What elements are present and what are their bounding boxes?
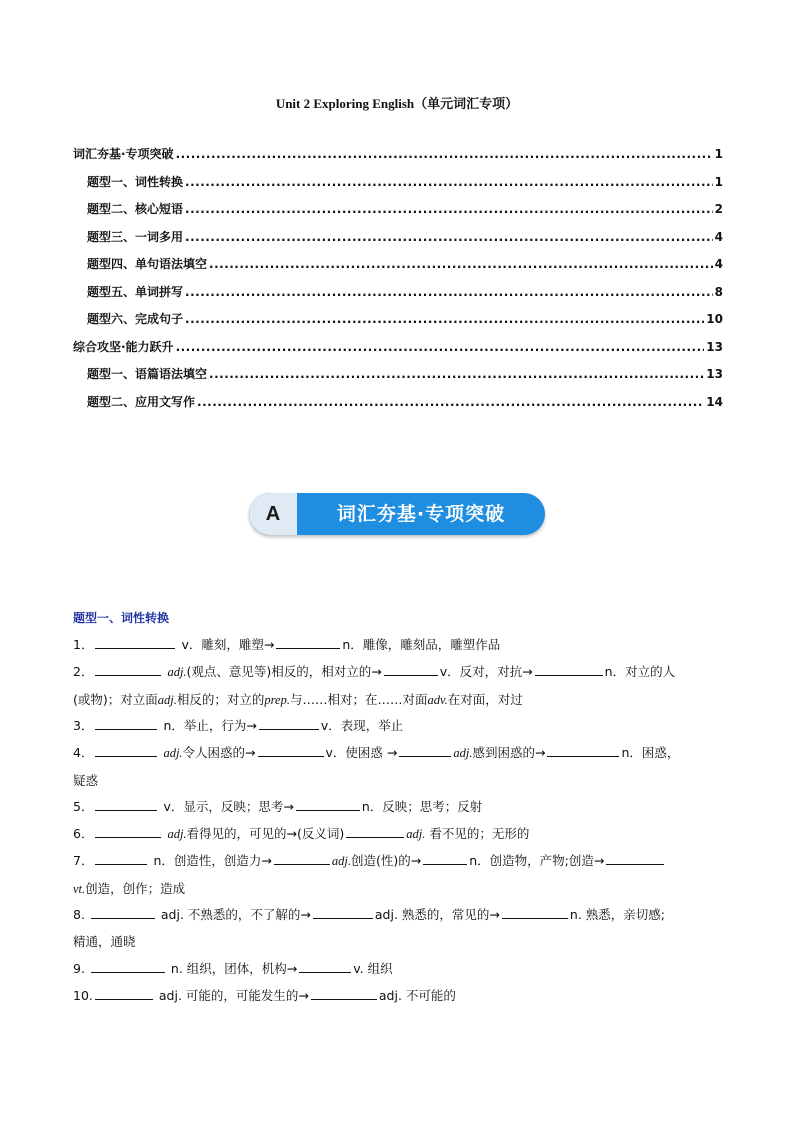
answer-blank[interactable] (259, 717, 319, 730)
exercise-text: 在对面，对过 (447, 692, 523, 707)
toc-entry[interactable] (73, 255, 723, 283)
answer-blank[interactable] (91, 906, 155, 919)
exercise-text: 疑惑 (73, 773, 99, 788)
toc-page-number: 10 (706, 312, 723, 326)
exercise-text: n．对立的人 (604, 664, 676, 679)
toc-entry[interactable] (73, 338, 723, 366)
answer-blank[interactable] (313, 906, 373, 919)
answer-blank[interactable] (95, 636, 175, 649)
exercise-text: adj. 可能的，可能发生的→ (158, 988, 309, 1003)
exercise-text: n．创造性，创造力→ (153, 853, 272, 868)
toc-page-number: 1 (714, 147, 723, 161)
answer-blank[interactable] (95, 717, 157, 730)
toc-label: 题型二、核心短语 (87, 202, 184, 216)
toc-page-number: 13 (706, 367, 723, 381)
toc-leader-dots (176, 147, 713, 161)
toc-leader-dots (176, 340, 705, 354)
answer-blank[interactable] (311, 987, 377, 1000)
answer-blank[interactable] (606, 852, 664, 865)
toc-leader-dots (209, 257, 713, 271)
toc-leader-dots (185, 202, 713, 216)
answer-blank[interactable] (95, 663, 161, 676)
toc-label: 题型一、词性转换 (87, 174, 184, 189)
answer-blank[interactable] (91, 960, 165, 973)
exercise-text: n．举止，行为→ (163, 718, 257, 733)
exercise-text: 精通，通晓 (73, 934, 136, 949)
answer-blank[interactable] (535, 663, 603, 676)
answer-blank[interactable] (547, 744, 619, 757)
answer-blank[interactable] (95, 987, 153, 1000)
toc-entry[interactable] (73, 228, 723, 256)
answer-blank[interactable] (296, 798, 360, 811)
toc-label: 题型一、语篇语法填空 (87, 367, 208, 381)
exercise-text: v．使困惑 → (325, 745, 398, 760)
section-banner (249, 493, 545, 535)
exercise-number: 1． (73, 637, 94, 652)
answer-blank[interactable] (276, 636, 340, 649)
toc-entry[interactable] (73, 310, 723, 338)
toc-leader-dots (197, 395, 704, 409)
exercise-text: 看得见的，可见的→(反义词) (186, 826, 345, 841)
exercise-item (73, 793, 733, 820)
toc-leader-dots (185, 312, 704, 326)
answer-blank[interactable] (95, 798, 157, 811)
toc-label: 题型三、一词多用 (87, 229, 184, 244)
banner-title: 词汇夯基·专项突破 (336, 503, 506, 525)
answer-blank[interactable] (502, 906, 568, 919)
exercise-number: 10. (73, 988, 93, 1003)
exercise-text: n. 熟悉，亲切感; (569, 907, 665, 922)
exercise-text: n. 组织，团体，机构→ (170, 961, 298, 976)
toc-entry[interactable] (73, 200, 723, 228)
toc-label: 词汇夯基·专项突破 (73, 147, 174, 161)
answer-blank[interactable] (95, 825, 161, 838)
answer-blank[interactable] (274, 852, 330, 865)
toc-label: 题型二、应用文写作 (87, 394, 196, 409)
exercise-text: (或物)；对立面 (73, 692, 158, 707)
exercise-text: v．雕刻，雕塑→ (181, 637, 275, 652)
exercise-text: v．显示，反映；思考→ (163, 799, 294, 814)
toc-entry[interactable] (73, 365, 723, 393)
toc-entry[interactable] (73, 283, 723, 311)
exercise-number: 6． (73, 826, 94, 841)
exercise-item (73, 739, 733, 794)
exercise-text: v. 组织 (353, 961, 393, 976)
toc-leader-dots (185, 285, 713, 299)
exercise-item (73, 847, 733, 903)
exercise-number: 9. (73, 961, 89, 976)
toc-page-number: 4 (714, 257, 723, 271)
exercise-text: 看不见的；无形的 (425, 826, 530, 841)
toc-label: 综合攻坚·能力跃升 (73, 339, 174, 354)
pos-label: adj. (163, 746, 183, 760)
pos-label: adj. (406, 827, 426, 841)
toc-page-number: 2 (714, 202, 723, 216)
toc-page-number: 14 (706, 394, 723, 409)
toc-entry[interactable] (73, 393, 723, 421)
exercise-item (73, 901, 733, 955)
exercise-text: 创造，创作；造成 (85, 881, 186, 896)
exercise-number: 7． (73, 853, 94, 868)
toc-page-number: 8 (714, 284, 723, 299)
exercise-text: v．反对，对抗→ (439, 664, 533, 679)
exercise-item (73, 712, 733, 739)
exercise-number: 3． (73, 718, 94, 733)
exercise-text: 令人困惑的→ (182, 745, 256, 760)
exercise-text: 相反的；对立的 (176, 692, 265, 707)
pos-label: adj. (167, 665, 187, 679)
pos-label: adj. (331, 854, 351, 868)
answer-blank[interactable] (346, 825, 404, 838)
exercise-text: adj. 熟悉的，常见的→ (374, 907, 500, 922)
exercise-text: n．困惑， (621, 745, 680, 760)
answer-blank[interactable] (423, 852, 467, 865)
exercise-text: 感到困惑的→ (472, 745, 546, 760)
pos-label: prep. (264, 693, 290, 707)
exercise-number: 2． (73, 664, 94, 679)
exercise-item (73, 955, 733, 982)
exercise-text: n．雕像，雕刻品，雕塑作品 (342, 637, 501, 652)
toc-entry[interactable] (73, 145, 723, 173)
exercise-text: 创造(性)的→ (350, 853, 422, 868)
toc-page-number: 13 (706, 339, 723, 354)
exercise-item (73, 982, 733, 1009)
pos-label: adv. (427, 693, 448, 707)
answer-blank[interactable] (299, 960, 351, 973)
toc-leader-dots (185, 175, 713, 189)
toc-page-number: 4 (714, 229, 723, 244)
table-of-contents (73, 145, 723, 420)
toc-entry[interactable] (73, 173, 723, 201)
exercise-text: (观点、意见等)相反的，相对立的→ (186, 664, 382, 679)
exercise-text: v．表现，举止 (320, 718, 404, 733)
exercise-text: adj. 不熟悉的，不了解的→ (160, 907, 311, 922)
exercise-number: 5． (73, 799, 94, 814)
toc-label: 题型四、单句语法填空 (87, 257, 208, 271)
answer-blank[interactable] (399, 744, 451, 757)
answer-blank[interactable] (95, 852, 147, 865)
exercise-text: adj. 不可能的 (378, 988, 456, 1003)
exercise-text: n．创造物，产物;创造→ (469, 853, 605, 868)
section-heading: 题型一、词性转换 (73, 611, 170, 625)
toc-label: 题型五、单词拼写 (87, 284, 184, 299)
toc-label: 题型六、完成句子 (87, 312, 184, 326)
page-title: Unit 2 Exploring English（单元词汇专项） (275, 96, 519, 111)
toc-leader-dots (185, 230, 713, 244)
toc-page-number: 1 (714, 174, 723, 189)
pos-label: adj. (453, 746, 473, 760)
answer-blank[interactable] (258, 744, 324, 757)
banner-letter-badge: A (249, 493, 297, 535)
exercise-text: n．反映；思考；反射 (361, 799, 483, 814)
answer-blank[interactable] (384, 663, 438, 676)
pos-label: adj. (167, 827, 187, 841)
exercise-item (73, 658, 733, 714)
exercise-text: 与……相对；在……对面 (289, 692, 428, 707)
pos-label: adj. (157, 693, 177, 707)
toc-leader-dots (209, 367, 704, 381)
exercise-item (73, 631, 733, 658)
pos-label: vt. (73, 882, 86, 896)
exercise-number: 8. (73, 907, 89, 922)
exercise-item (73, 820, 733, 848)
answer-blank[interactable] (95, 744, 157, 757)
exercise-number: 4． (73, 745, 94, 760)
